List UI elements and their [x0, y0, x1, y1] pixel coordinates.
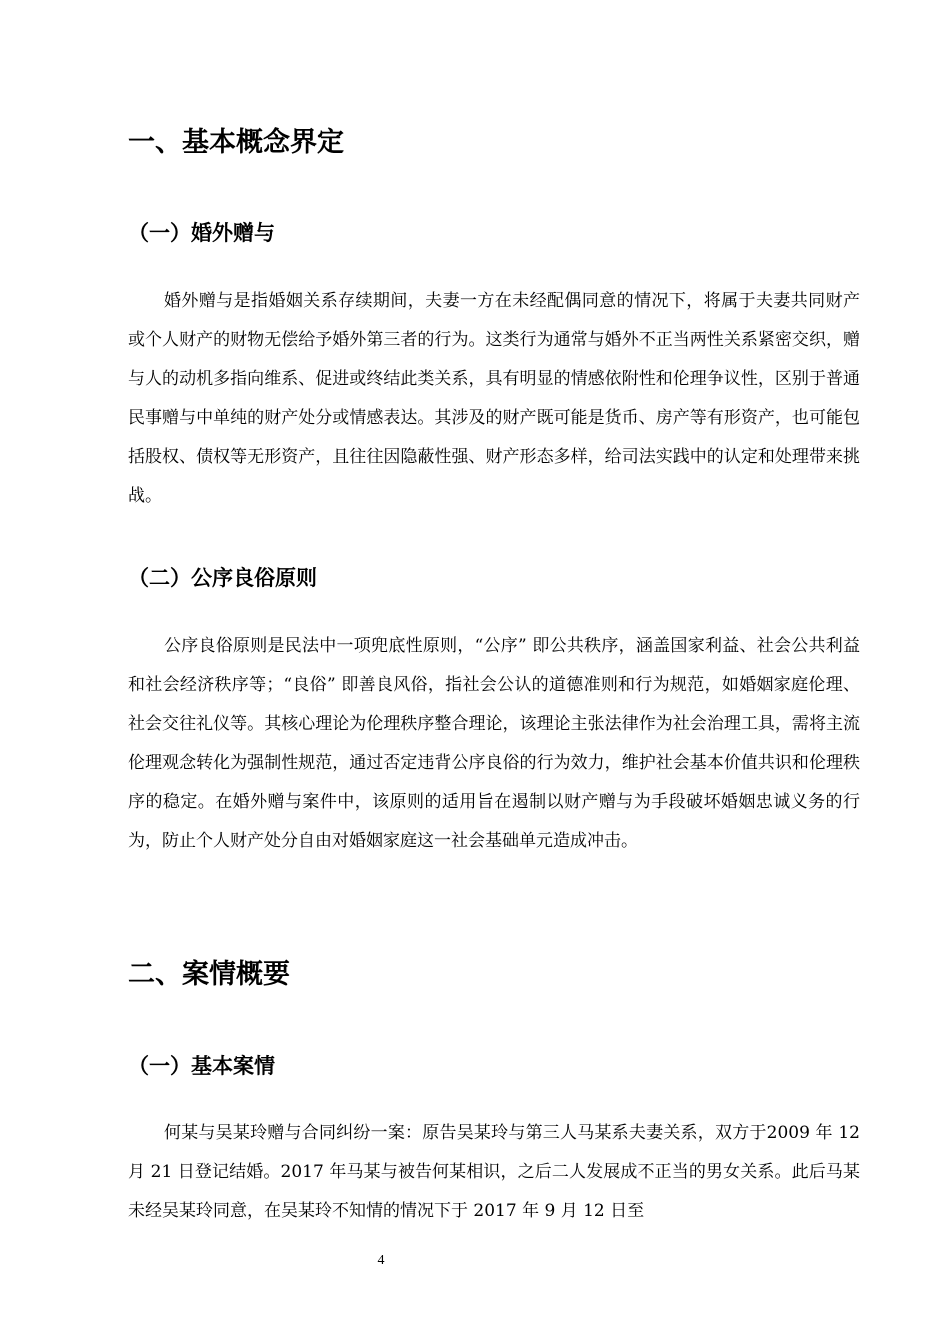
section-heading-2: 二、案情概要: [128, 959, 290, 990]
subsection-heading-1-2: （二）公序良俗原则: [128, 566, 317, 590]
subsection-heading-2-1: （一）基本案情: [128, 1054, 275, 1078]
paragraph-1-1: 婚外赠与是指婚姻关系存续期间，夫妻一方在未经配偶同意的情况下，将属于夫妻共同财产或个人财产的财物无偿给予婚外第三者的行为。这类行为通常与婚外不正当两性关系紧密交织，赠与人的动机多指向维系、促进或终结此类关系，具有明显的情感依附性和伦理争议性，区别于普通民事赠与中单纯的财产处分或情感表达。其涉及的财产既可能是货币、房产等有形资产，也可能包括股权、债权等无形资产，且往往因隐蔽性强、财产形态多样，给司法实践中的认定和处理带来挑战。: [128, 291, 860, 506]
paragraph-1-2: 公序良俗原则是民法中一项兜底性原则，“公序” 即公共秩序，涵盖国家利益、社会公共利益和社会经济秩序等；“良俗” 即善良风俗，指社会公认的道德准则和行为规范，如婚姻家庭伦理、社会交往礼仪等。其核心理论为伦理秩序整合理论，该理论主张法律作为社会治理工具，需将主流伦理观念转化为强制性规范，通过否定违背公序良俗的行为效力，维护社会基本价值共识和伦理秩序的稳定。在婚外赠与案件中，该原则的适用旨在遏制以财产赠与为手段破坏婚姻忠诚义务的行为，防止个人财产处分自由对婚姻家庭这一社会基础单元造成冲击。: [128, 636, 860, 851]
section-heading-1: 一、基本概念界定: [128, 127, 344, 158]
subsection-heading-1-1: （一）婚外赠与: [128, 221, 275, 245]
paragraph-2-1: 何某与吴某玲赠与合同纠纷一案：原告吴某玲与第三人马某系夫妻关系，双方于2009 年 12 月 21 日登记结婚。2017 年马某与被告何某相识，之后二人发展成不正当的男女关系。此后马某未经吴某玲同意，在吴某玲不知情的情况下于 2017 年 9 月 12 日至: [128, 1123, 860, 1221]
page-number: 4: [377, 1253, 385, 1268]
